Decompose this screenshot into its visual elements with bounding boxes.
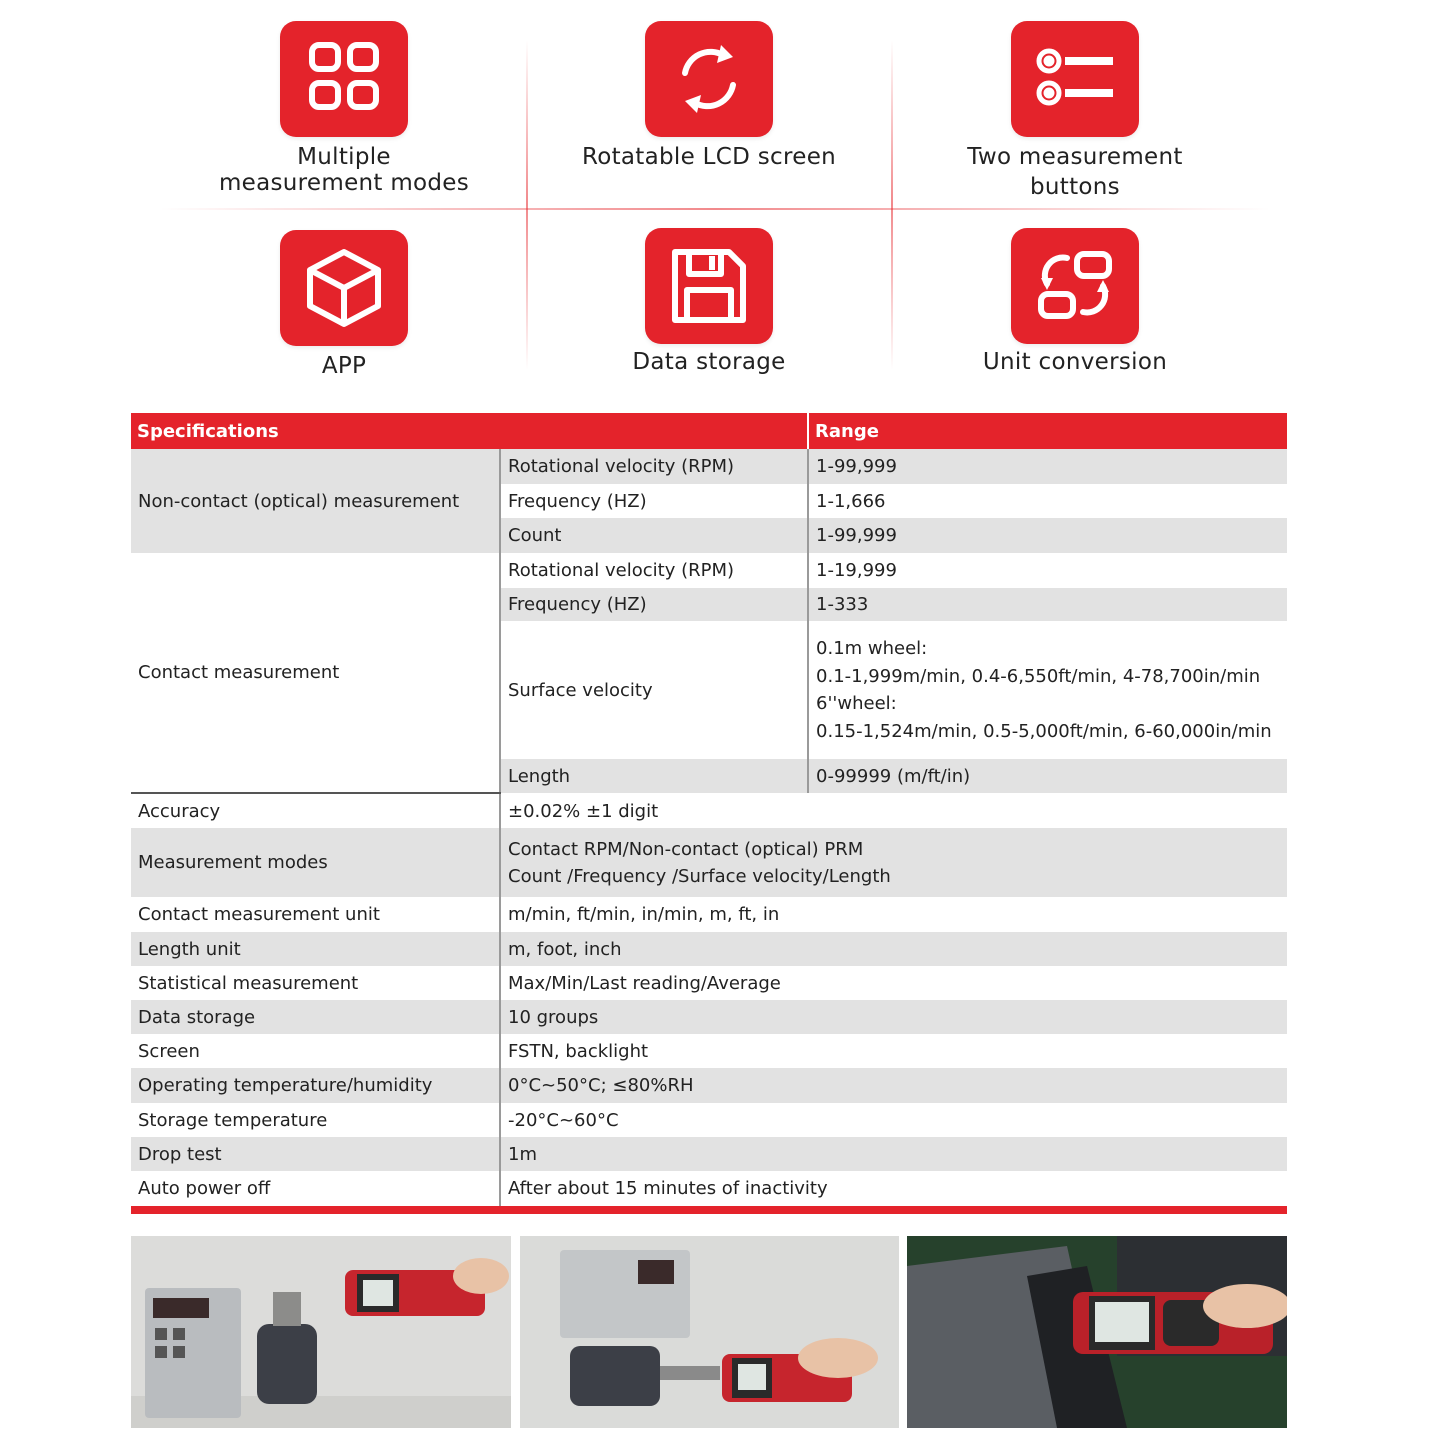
feature-two-buttons	[925, 21, 1225, 201]
cube-icon	[280, 230, 408, 346]
spec-value: 1-333	[808, 588, 1287, 621]
spec-name: Drop test	[131, 1137, 500, 1171]
feature-data-storage	[559, 228, 859, 376]
feature-rotatable-lcd	[559, 21, 859, 171]
feature-label: Data storage	[632, 349, 786, 375]
spec-name: Rotational velocity (RPM)	[500, 553, 808, 588]
spec-table	[131, 413, 1287, 1214]
spec-name: Measurement modes	[131, 828, 500, 897]
photo-noncontact-demo	[131, 1236, 511, 1428]
spec-name: Rotational velocity (RPM)	[500, 449, 808, 484]
spec-value: 1-99,999	[808, 449, 1287, 484]
spec-value: 10 groups	[500, 1000, 1287, 1034]
spec-name: Operating temperature/humidity	[131, 1068, 500, 1103]
feature-label: Unit conversion	[982, 349, 1168, 375]
table-bottom-bar	[131, 1206, 1287, 1214]
rotate-icon	[645, 21, 773, 137]
spec-name: Storage temperature	[131, 1103, 500, 1137]
spec-value: 1m	[500, 1137, 1287, 1171]
header-specifications: Specifications	[131, 413, 808, 449]
group-contact: Contact measurement	[131, 553, 500, 793]
divider-horizontal	[160, 208, 1270, 210]
spec-name: Screen	[131, 1034, 500, 1068]
spec-value: Contact RPM/Non-contact (optical) PRM Count /Frequency /Surface velocity/Length	[500, 828, 1287, 897]
spec-name: Surface velocity	[500, 621, 808, 759]
photo-surface-velocity-demo	[907, 1236, 1287, 1428]
floppy-disk-icon	[645, 228, 773, 344]
spec-name: Count	[500, 518, 808, 553]
spec-name: Auto power off	[131, 1171, 500, 1206]
spec-value: Max/Min/Last reading/Average	[500, 966, 1287, 1000]
feature-label: Rotatable LCD screen	[581, 144, 837, 170]
feature-label: APP	[321, 353, 367, 379]
spec-name: Length unit	[131, 932, 500, 966]
group-noncontact: Non-contact (optical) measurement	[131, 449, 500, 553]
unit-conversion-icon	[1011, 228, 1139, 344]
header-range: Range	[808, 413, 1287, 449]
buttons-list-icon	[1011, 21, 1139, 137]
spec-name: Length	[500, 759, 808, 793]
spec-value: After about 15 minutes of inactivity	[500, 1171, 1287, 1206]
spec-name: Frequency (HZ)	[500, 484, 808, 518]
feature-label: Two measurement buttons	[967, 144, 1183, 200]
spec-value: 0-99999 (m/ft/in)	[808, 759, 1287, 793]
spec-name: Frequency (HZ)	[500, 588, 808, 621]
spec-name: Statistical measurement	[131, 966, 500, 1000]
spec-value: m/min, ft/min, in/min, m, ft, in	[500, 897, 1287, 932]
spec-name: Data storage	[131, 1000, 500, 1034]
spec-name: Accuracy	[131, 794, 500, 828]
feature-label: Multiple measurement modes	[218, 144, 470, 196]
feature-app	[194, 230, 494, 380]
spec-value: 1-19,999	[808, 553, 1287, 588]
spec-value: 1-1,666	[808, 484, 1287, 518]
spec-value: FSTN, backlight	[500, 1034, 1287, 1068]
grid-icon	[280, 21, 408, 137]
spec-value: 0°C~50°C; ≤80%RH	[500, 1068, 1287, 1103]
spec-name: Contact measurement unit	[131, 897, 500, 932]
divider-vertical-1	[526, 40, 528, 370]
spec-value: ±0.02% ±1 digit	[500, 794, 1287, 828]
divider-vertical-2	[891, 40, 893, 370]
feature-multiple-modes	[194, 21, 494, 197]
spec-value: 1-99,999	[808, 518, 1287, 553]
spec-value: 0.1m wheel: 0.1-1,999m/min, 0.4-6,550ft/min, 4-78,700in/min 6''wheel: 0.15-1,524m/min, 0.5-5,000ft/min, 6-60,000in/min	[808, 621, 1287, 759]
spec-value: m, foot, inch	[500, 932, 1287, 966]
spec-value: -20°C~60°C	[500, 1103, 1287, 1137]
photo-contact-demo	[520, 1236, 899, 1428]
general-specs	[131, 794, 1287, 1206]
feature-unit-conversion	[925, 228, 1225, 376]
